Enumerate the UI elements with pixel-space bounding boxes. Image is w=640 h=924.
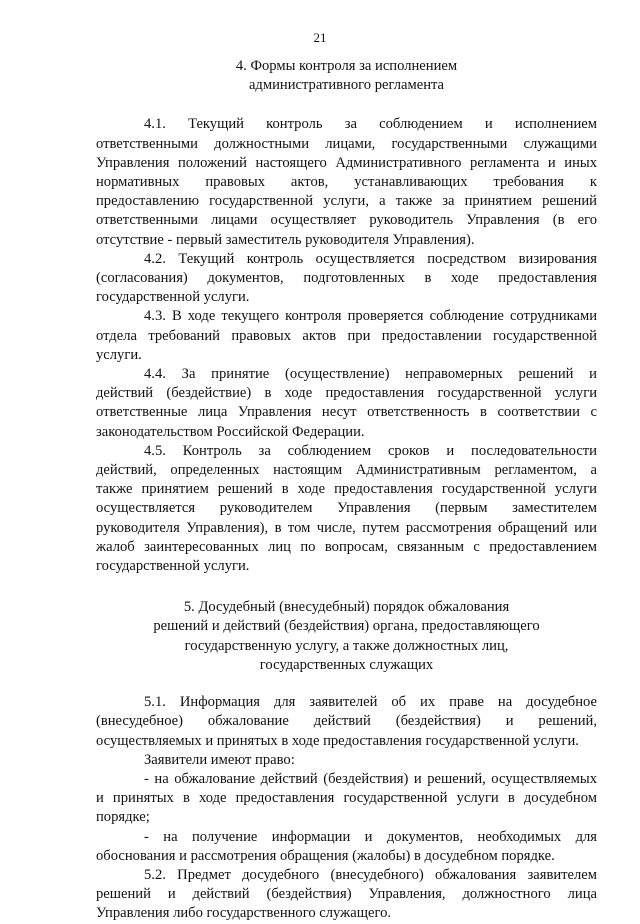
paragraph-line: отсутствие - первый заместитель руководителя Управления).	[96, 231, 475, 248]
heading-line: государственную услугу, а также должностных лиц,	[184, 637, 509, 654]
paragraph	[96, 442, 597, 576]
paragraph-line: Управления положений настоящего Административного регламента и иных	[96, 154, 597, 171]
paragraph-line: предоставлению государственной услуги, а также за принятием решений	[96, 193, 597, 210]
paragraph-line: - на получение информации и документов, необходимых для	[144, 828, 597, 845]
paragraph-line: осуществляется руководителем Управления (первым заместителем	[96, 500, 597, 517]
paragraph	[96, 115, 597, 249]
paragraph	[96, 693, 597, 751]
document-body	[96, 57, 597, 924]
paragraph-line: действий (бездействие) в ходе предоставления государственной услуги	[96, 385, 597, 402]
paragraph-line: 4.2. Текущий контроль осуществляется посредством визирования	[144, 250, 597, 267]
paragraph	[96, 365, 597, 442]
paragraph-line: и принятых в ходе предоставления государственной услуги в досудебном	[96, 790, 597, 807]
paragraph	[96, 307, 597, 365]
paragraph-line: осуществляемых и принятых в ходе предоставления государственной услуги.	[96, 732, 579, 749]
paragraph	[96, 250, 597, 308]
paragraph-line: ответственные лица Управления несут ответственность в соответствии с	[96, 404, 597, 421]
section-4-body	[96, 115, 597, 576]
paragraph-line: обоснования и рассмотрения обращения (жалобы) в досудебном порядке.	[96, 847, 555, 864]
paragraph-line: законодательством Российской Федерации.	[96, 423, 365, 440]
paragraph-line: Управления либо государственного служащего.	[96, 905, 392, 922]
paragraph-line: действий, определенных настоящим Административным регламентом, а	[96, 462, 597, 479]
paragraph-line: 4.4. За принятие (осуществление) неправомерных решений и	[144, 366, 597, 383]
paragraph-line: (согласования) документов, подготовленных в ходе предоставления	[96, 270, 597, 287]
section-4-heading	[96, 57, 597, 95]
heading-line: 4. Формы контроля за исполнением	[235, 58, 458, 74]
paragraph-line: порядке;	[96, 809, 150, 826]
section-5-heading	[96, 598, 597, 675]
paragraph-line: 5.2. Предмет досудебного (внесудебного) обжалования заявителем	[144, 866, 597, 883]
paragraph-line: (внесудебное) обжалование действий (бездействия) и решений,	[96, 713, 597, 730]
heading-line: государственных служащих	[259, 656, 434, 673]
paragraph-line: 4.3. В ходе текущего контроля проверяется соблюдение сотрудниками	[144, 308, 597, 325]
paragraph-line: решений и действий (бездействия) Управления, должностного лица	[96, 886, 597, 903]
paragraph-line: 4.5. Контроль за соблюдением сроков и последовательности	[144, 442, 597, 459]
paragraph-line: услуги.	[96, 346, 142, 363]
paragraph-line: также принятием решений в ходе предоставления государственной услуги	[96, 481, 597, 498]
paragraph	[96, 770, 597, 828]
paragraph-line: - на обжалование действий (бездействия) и решений, осуществляемых	[144, 770, 597, 787]
paragraph-line: ответственными должностными лицами, государственными служащими	[96, 135, 597, 152]
heading-line: решений и действий (бездействия) органа, предоставляющего	[153, 618, 540, 635]
paragraph-line: жалоб заинтересованных лиц по вопросам, связанным с предоставлением	[96, 538, 597, 555]
paragraph-line: 4.1. Текущий контроль за соблюдением и исполнением	[144, 116, 597, 133]
paragraph	[96, 751, 597, 770]
paragraph	[96, 828, 597, 866]
paragraph-line: Заявители имеют право:	[144, 751, 295, 768]
paragraph-line: отдела требований правовых актов при предоставлении государственной	[96, 327, 597, 344]
paragraph-line: государственной услуги.	[96, 558, 250, 575]
paragraph-line: руководителя Управления), в том числе, путем рассмотрения обращений или	[96, 519, 597, 536]
heading-line: административного регламента	[248, 77, 445, 94]
section-5-body	[96, 693, 597, 923]
heading-line: 5. Досудебный (внесудебный) порядок обжалования	[183, 599, 510, 616]
paragraph-line: государственной услуги.	[96, 289, 250, 306]
paragraph-line: нормативных правовых актов, устанавливающих требования к	[96, 174, 597, 191]
page-number: 21	[313, 30, 327, 45]
paragraph-line: 5.1. Информация для заявителей об их праве на досудебное	[144, 694, 597, 711]
paragraph	[96, 866, 597, 924]
paragraph-line: ответственными лицами осуществляет руководитель Управления (в его	[96, 212, 597, 229]
